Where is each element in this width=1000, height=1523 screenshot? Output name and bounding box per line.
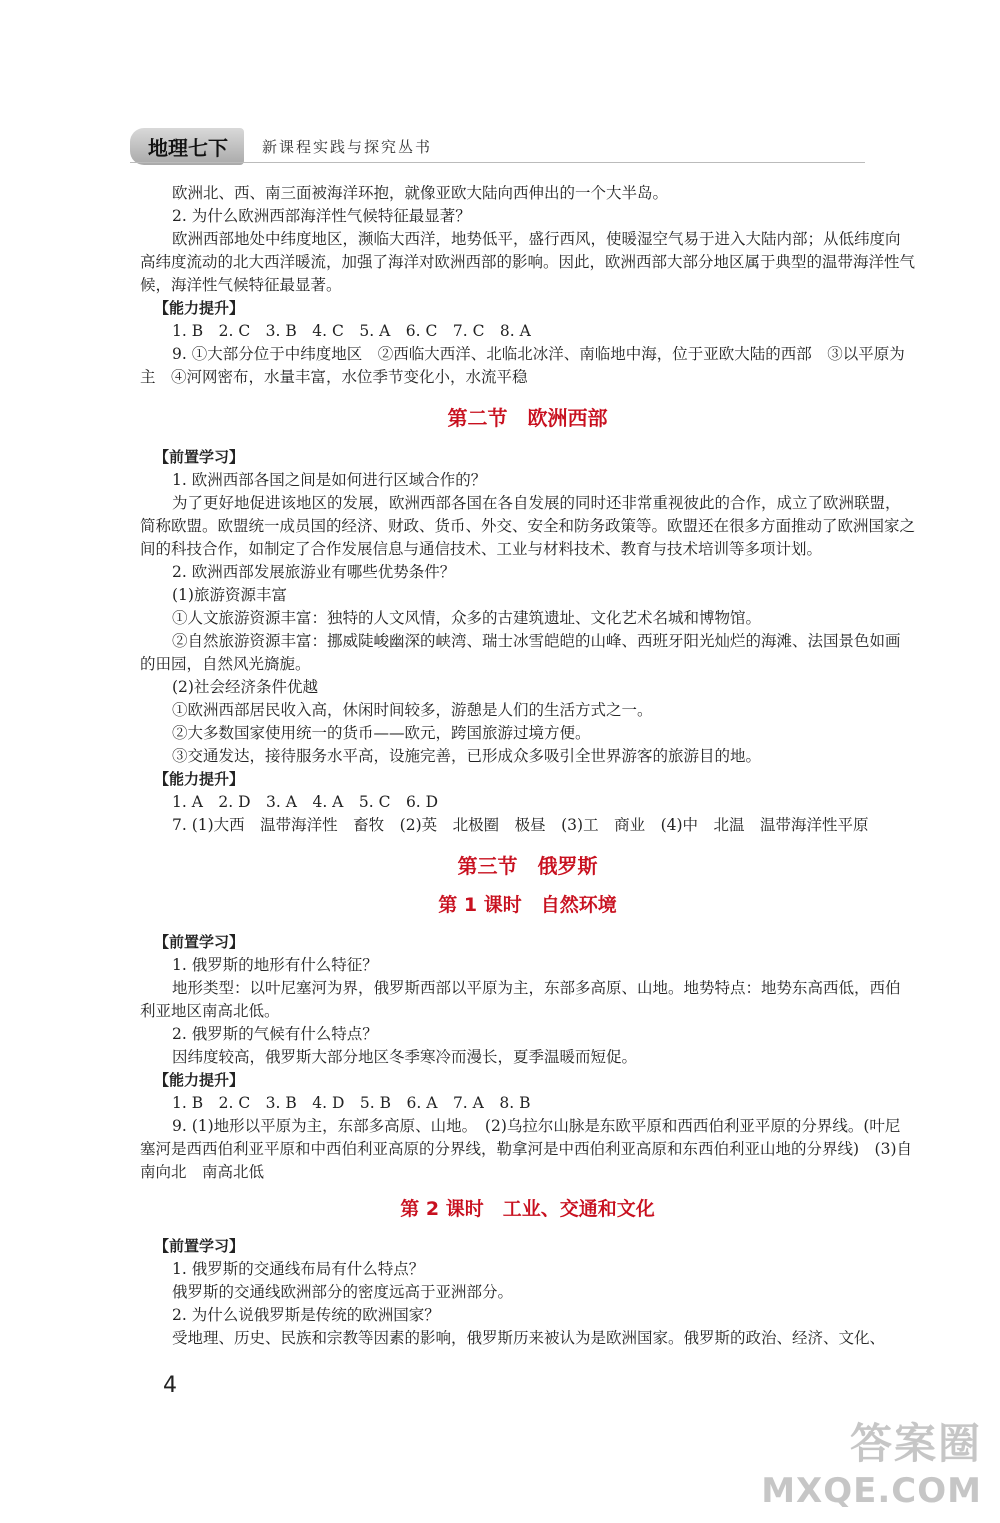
answers: 9. ①大部分位于中纬度地区 ②西临大西洋、北临北冰洋、南临地中海，位于亚欧大陆的西部 ③以平原为主 ④河网密布，水量丰富，水位季节变化小，水流平稳 xyxy=(140,345,905,386)
answers: 1. B 2. C 3. B 4. D 5. B 6. A 7. A 8. B xyxy=(172,1094,531,1112)
paragraph: 为了更好地促进该地区的发展，欧洲西部各国在各自发展的同时还非常重视彼此的合作，成立了欧洲联盟，简称欧盟。欧盟统一成员国的经济、财政、货币、外交、安全和防务政策等。欧盟还在很多方面推动了欧洲国家之间的科技合作，如制定了合作发展信息与通信技术、工业与材料技术、教育与技术培训等多项计划。 xyxy=(140,494,916,558)
lesson-title: 第 2 课时 工业、交通和文化 xyxy=(400,1198,655,1220)
page-content xyxy=(140,182,915,1350)
paragraph: 受地理、历史、民族和宗教等因素的影响，俄罗斯历来被认为是欧洲国家。俄罗斯的政治、经济、文化、 xyxy=(172,1329,886,1347)
list-item: (2)社会经济条件优越 xyxy=(172,678,318,696)
section-title: 第三节 俄罗斯 xyxy=(457,854,598,878)
section-tag: 【能力提升】 xyxy=(154,299,245,317)
header-rule xyxy=(130,162,865,163)
question: 1. 欧洲西部各国之间是如何进行区域合作的？ xyxy=(172,471,487,489)
question: 1. 俄罗斯的地形有什么特征？ xyxy=(172,956,378,974)
answers: 1. B 2. C 3. B 4. C 5. A 6. C 7. C 8. A xyxy=(172,322,531,340)
series-title: 新课程实践与探究丛书 xyxy=(262,137,433,156)
question: 2. 俄罗斯的气候有什么特点？ xyxy=(172,1025,378,1043)
subject-badge: 地理七下 xyxy=(130,128,244,165)
section-tag: 【前置学习】 xyxy=(154,1237,245,1255)
list-item: ②自然旅游资源丰富：挪威陡峻幽深的峡湾、瑞士冰雪皑皑的山峰、西班牙阳光灿烂的海滩、法国景色如画的田园，自然风光旖旎。 xyxy=(140,632,901,673)
question: 2. 为什么说俄罗斯是传统的欧洲国家？ xyxy=(172,1306,440,1324)
paragraph: 地形类型：以叶尼塞河为界，俄罗斯西部以平原为主，东部多高原、山地。地势特点：地势东高西低，西伯利亚地区南高北低。 xyxy=(140,979,901,1020)
section-tag: 【前置学习】 xyxy=(154,448,245,466)
question: 2. 为什么欧洲西部海洋性气候特征最显著？ xyxy=(172,207,471,225)
answers: 9. (1)地形以平原为主，东部多高原、山地。 (2)乌拉尔山脉是东欧平原和西西伯利亚平原的分界线。(叶尼塞河是西西伯利亚平原和中西伯利亚高原的分界线，勒拿河是中西伯利亚高原和东西伯利亚山地的分界线) (3)自南向北 南高北低 xyxy=(140,1117,913,1181)
list-item: ③交通发达，接待服务水平高，设施完善，已形成众多吸引全世界游客的旅游目的地。 xyxy=(172,747,762,765)
list-item: ①欧洲西部居民收入高，休闲时间较多，游憩是人们的生活方式之一。 xyxy=(172,701,653,719)
answers: 7. (1)大西 温带海洋性 畜牧 (2)英 北极圈 极昼 (3)工 商业 (4)中 北温 温带海洋性平原 xyxy=(172,816,869,834)
watermark-url: MXQE.COM xyxy=(761,1471,982,1511)
question: 2. 欧洲西部发展旅游业有哪些优势条件？ xyxy=(172,563,456,581)
question: 1. 俄罗斯的交通线布局有什么特点？ xyxy=(172,1260,425,1278)
watermark xyxy=(761,1411,982,1511)
list-item: ①人文旅游资源丰富：独特的人文风情，众多的古建筑遗址、文化艺术名城和博物馆。 xyxy=(172,609,762,627)
watermark-logo: 答案圈 xyxy=(849,1419,982,1468)
paragraph: 因纬度较高，俄罗斯大部分地区冬季寒冷而漫长，夏季温暖而短促。 xyxy=(172,1048,638,1066)
list-item: (1)旅游资源丰富 xyxy=(172,586,287,604)
paragraph: 欧洲北、西、南三面被海洋环抱，就像亚欧大陆向西伸出的一个大半岛。 xyxy=(172,184,669,202)
list-item: ②大多数国家使用统一的货币——欧元，跨国旅游过境方便。 xyxy=(172,724,591,742)
section-tag: 【前置学习】 xyxy=(154,933,245,951)
answers: 1. A 2. D 3. A 4. A 5. C 6. D xyxy=(172,793,439,811)
page-header xyxy=(130,128,432,164)
section-title: 第二节 欧洲西部 xyxy=(447,406,608,430)
lesson-title: 第 1 课时 自然环境 xyxy=(438,894,617,916)
paragraph: 俄罗斯的交通线欧洲部分的密度远高于亚洲部分。 xyxy=(172,1283,514,1301)
section-tag: 【能力提升】 xyxy=(154,770,245,788)
section-tag: 【能力提升】 xyxy=(154,1071,245,1089)
paragraph: 欧洲西部地处中纬度地区，濒临大西洋，地势低平，盛行西风，使暖湿空气易于进入大陆内部；从低纬度向高纬度流动的北大西洋暖流，加强了海洋对欧洲西部的影响。因此，欧洲西部大部分地区属于典型的温带海洋性气候，海洋性气候特征最显著。 xyxy=(140,230,916,294)
page-number: 4 xyxy=(163,1373,177,1398)
